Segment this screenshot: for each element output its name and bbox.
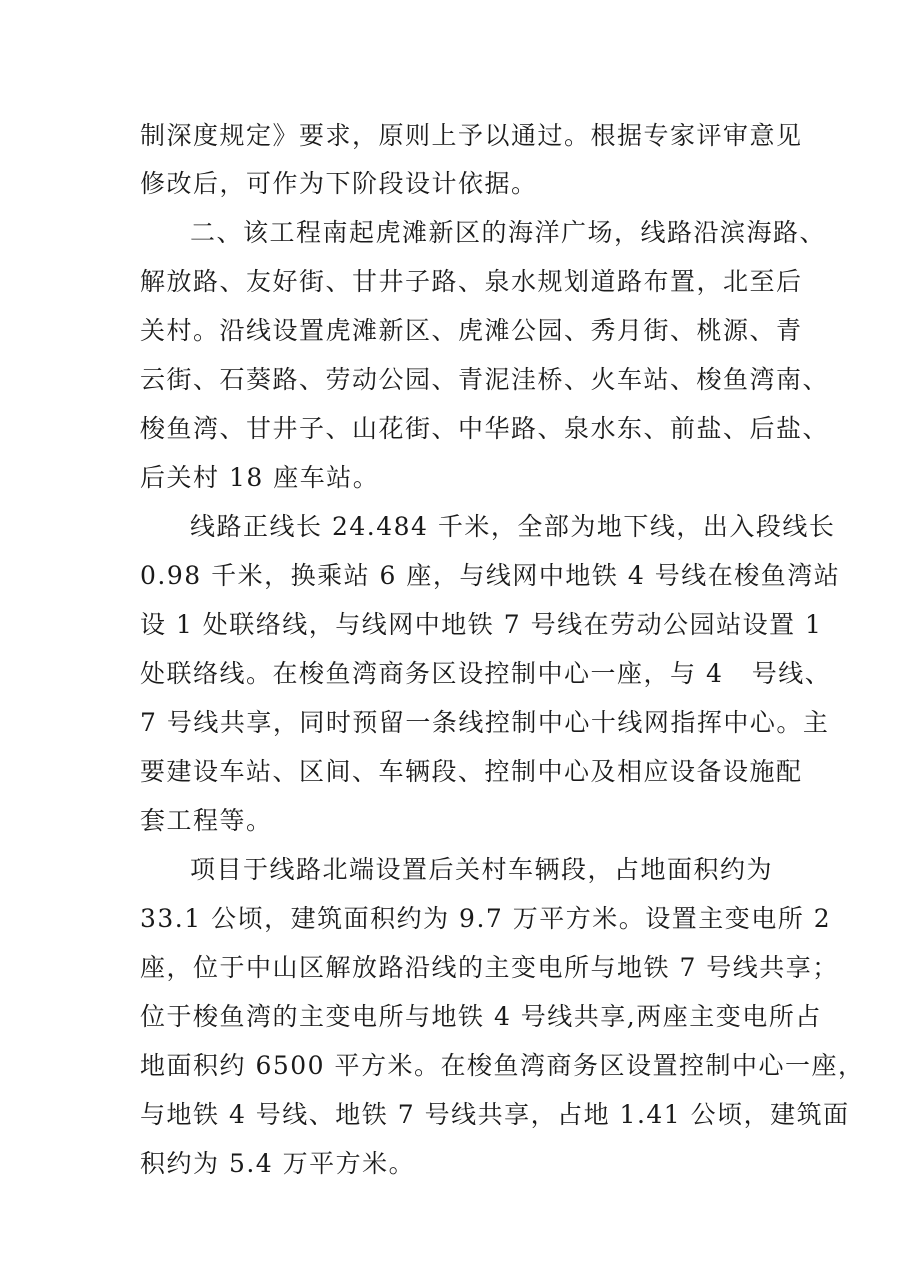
text-line: 云街、石葵路、劳动公园、青泥洼桥、火车站、梭鱼湾南、	[140, 365, 830, 394]
text-line: 制深度规定》要求，原则上予以通过。根据专家评审意见	[140, 121, 803, 150]
paragraph-start-line: 项目于线路北端设置后关村车辆段，占地面积约为	[190, 855, 774, 884]
text-line: 与地铁 4 号线、地铁 7 号线共享，占地 1.41 公顷，建筑面	[140, 1100, 850, 1129]
text-line: 7 号线共享，同时预留一条线控制中心十线网指挥中心。主	[140, 708, 830, 737]
text-line: 处联络线。在梭鱼湾商务区设控制中心一座，与 4 号线、	[140, 659, 832, 688]
text-line: 积约为 5.4 万平方米。	[140, 1149, 416, 1178]
text-line: 33.1 公顷，建筑面积约为 9.7 万平方米。设置主变电所 2	[140, 904, 832, 933]
text-line: 梭鱼湾、甘井子、山花街、中华路、泉水东、前盐、后盐、	[140, 414, 830, 443]
text-line: 关村。沿线设置虎滩新区、虎滩公园、秀月街、桃源、青	[140, 316, 803, 345]
text-line: 套工程等。	[140, 806, 273, 835]
text-line: 位于梭鱼湾的主变电所与地铁 4 号线共享,两座主变电所占	[140, 1002, 822, 1031]
text-line: 座，位于中山区解放路沿线的主变电所与地铁 7 号线共享；	[140, 953, 839, 982]
text-line: 设 1 处联络线，与线网中地铁 7 号线在劳动公园站设置 1	[140, 610, 823, 639]
text-line: 0.98 千米，换乘站 6 座，与线网中地铁 4 号线在梭鱼湾站	[140, 561, 841, 590]
paragraph-start-line: 线路正线长 24.484 千米，全部为地下线，出入段线长	[190, 512, 836, 541]
text-line: 地面积约 6500 平方米。在梭鱼湾商务区设置控制中心一座，	[140, 1051, 865, 1080]
text-line: 修改后，可作为下阶段设计依据。	[140, 169, 538, 198]
text-line: 要建设车站、区间、车辆段、控制中心及相应设备设施配	[140, 757, 803, 786]
text-line: 后关村 18 座车站。	[140, 463, 380, 492]
text-line: 解放路、友好街、甘井子路、泉水规划道路布置，北至后	[140, 267, 803, 296]
paragraph-start-line: 二、该工程南起虎滩新区的海洋广场，线路沿滨海路、	[190, 218, 827, 247]
